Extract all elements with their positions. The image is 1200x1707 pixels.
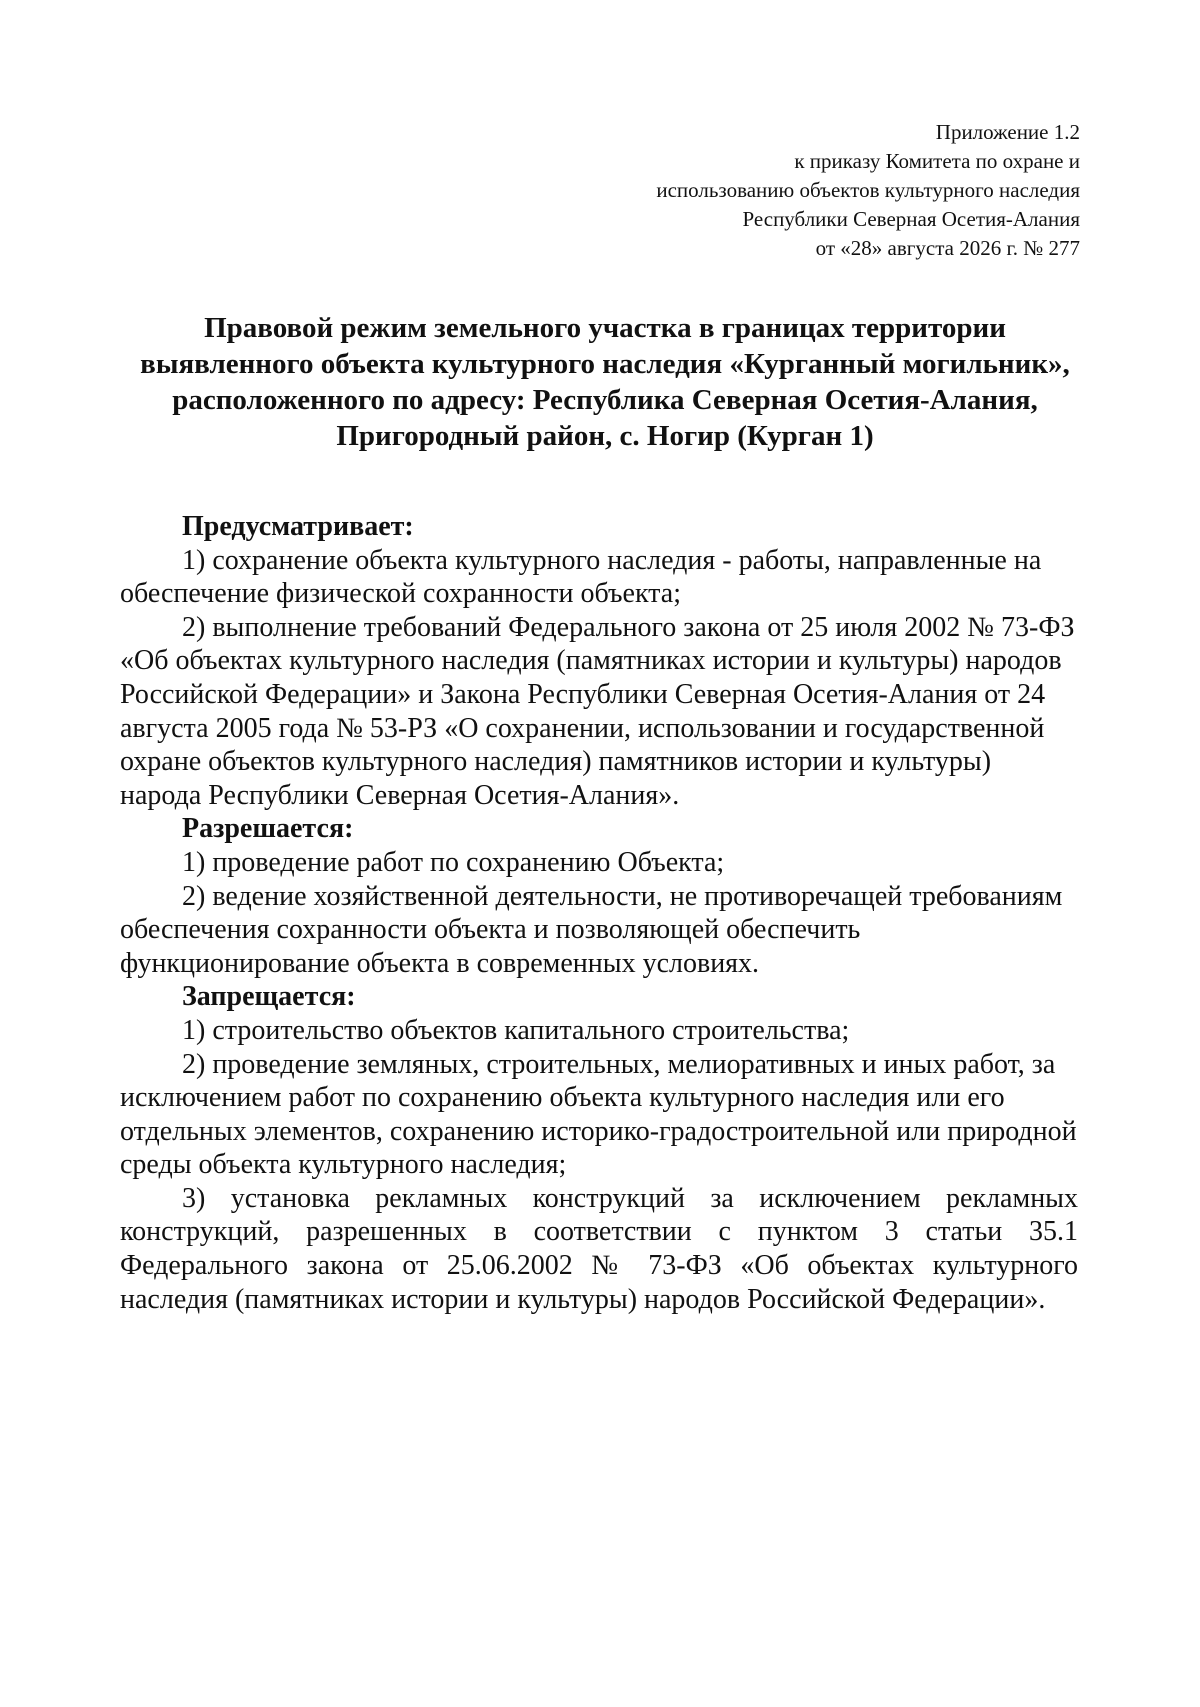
- title-line: расположенного по адресу: Республика Северная Осетия-Алания,: [172, 384, 1038, 416]
- annex-line: Приложение 1.2: [935, 120, 1080, 144]
- prohibited-item-3: 3) установка рекламных конструкций за исключением рекламных конструкций, разрешенных в соответствии с пунктом 3 статьи 35.1 Федерального закона от 25.06.2002 № 73-ФЗ «Об объектах культурного наследия (памятниках истории и культуры) народов Российской Федерации».: [120, 1182, 1078, 1315]
- annex-reference-block: [460, 118, 1080, 263]
- allowed-item-2: 2) ведение хозяйственной деятельности, не противоречащей требованиям обеспечения сохранности объекта и позволяющей обеспечить функционирование объекта в современных условиях.: [120, 880, 1063, 979]
- prohibited-item-2: 2) проведение земляных, строительных, мелиоративных и иных работ, за исключением работ по сохранению объекта культурного наследия или его отдельных элементов, сохранению историко-градостроительной или природной среды объекта культурного наследия;: [120, 1048, 1077, 1181]
- annex-line: использованию объектов культурного наследия: [656, 178, 1080, 202]
- section-heading-allowed: Разрешается:: [182, 813, 354, 845]
- title-line: Правовой режим земельного участка в границах территории: [204, 312, 1006, 344]
- document-title: [120, 310, 1090, 454]
- provides-item-1: 1) сохранение объекта культурного наследия - работы, направленные на обеспечение физической сохранности объекта;: [120, 544, 1042, 610]
- allowed-item-1: 1) проведение работ по сохранению Объекта;: [182, 846, 725, 878]
- document-body: [120, 510, 1078, 1316]
- section-heading-provides: Предусматривает:: [182, 511, 414, 542]
- annex-line: от «28» августа 2026 г. № 277: [815, 236, 1080, 260]
- title-line: выявленного объекта культурного наследия «Курганный могильник»,: [140, 348, 1070, 380]
- prohibited-item-1: 1) строительство объектов капитального строительства;: [182, 1014, 850, 1046]
- annex-line: к приказу Комитета по охране и: [794, 149, 1080, 173]
- provides-item-2: 2) выполнение требований Федерального закона от 25 июля 2002 № 73-ФЗ «Об объектах культурного наследия (памятниках истории и культуры) народов Российской Федерации» и Закона Республики Северная Осетия-Алания от 24 августа 2005 года № 53-РЗ «О сохранении, использовании и государственной охране объектов культурного наследия) памятников истории и культуры) народа Республики Северная Осетия-Алания».: [120, 611, 1075, 811]
- annex-line: Республики Северная Осетия-Алания: [742, 207, 1080, 231]
- section-heading-prohibited: Запрещается:: [182, 981, 356, 1013]
- title-line: Пригородный район, с. Ногир (Курган 1): [336, 420, 874, 452]
